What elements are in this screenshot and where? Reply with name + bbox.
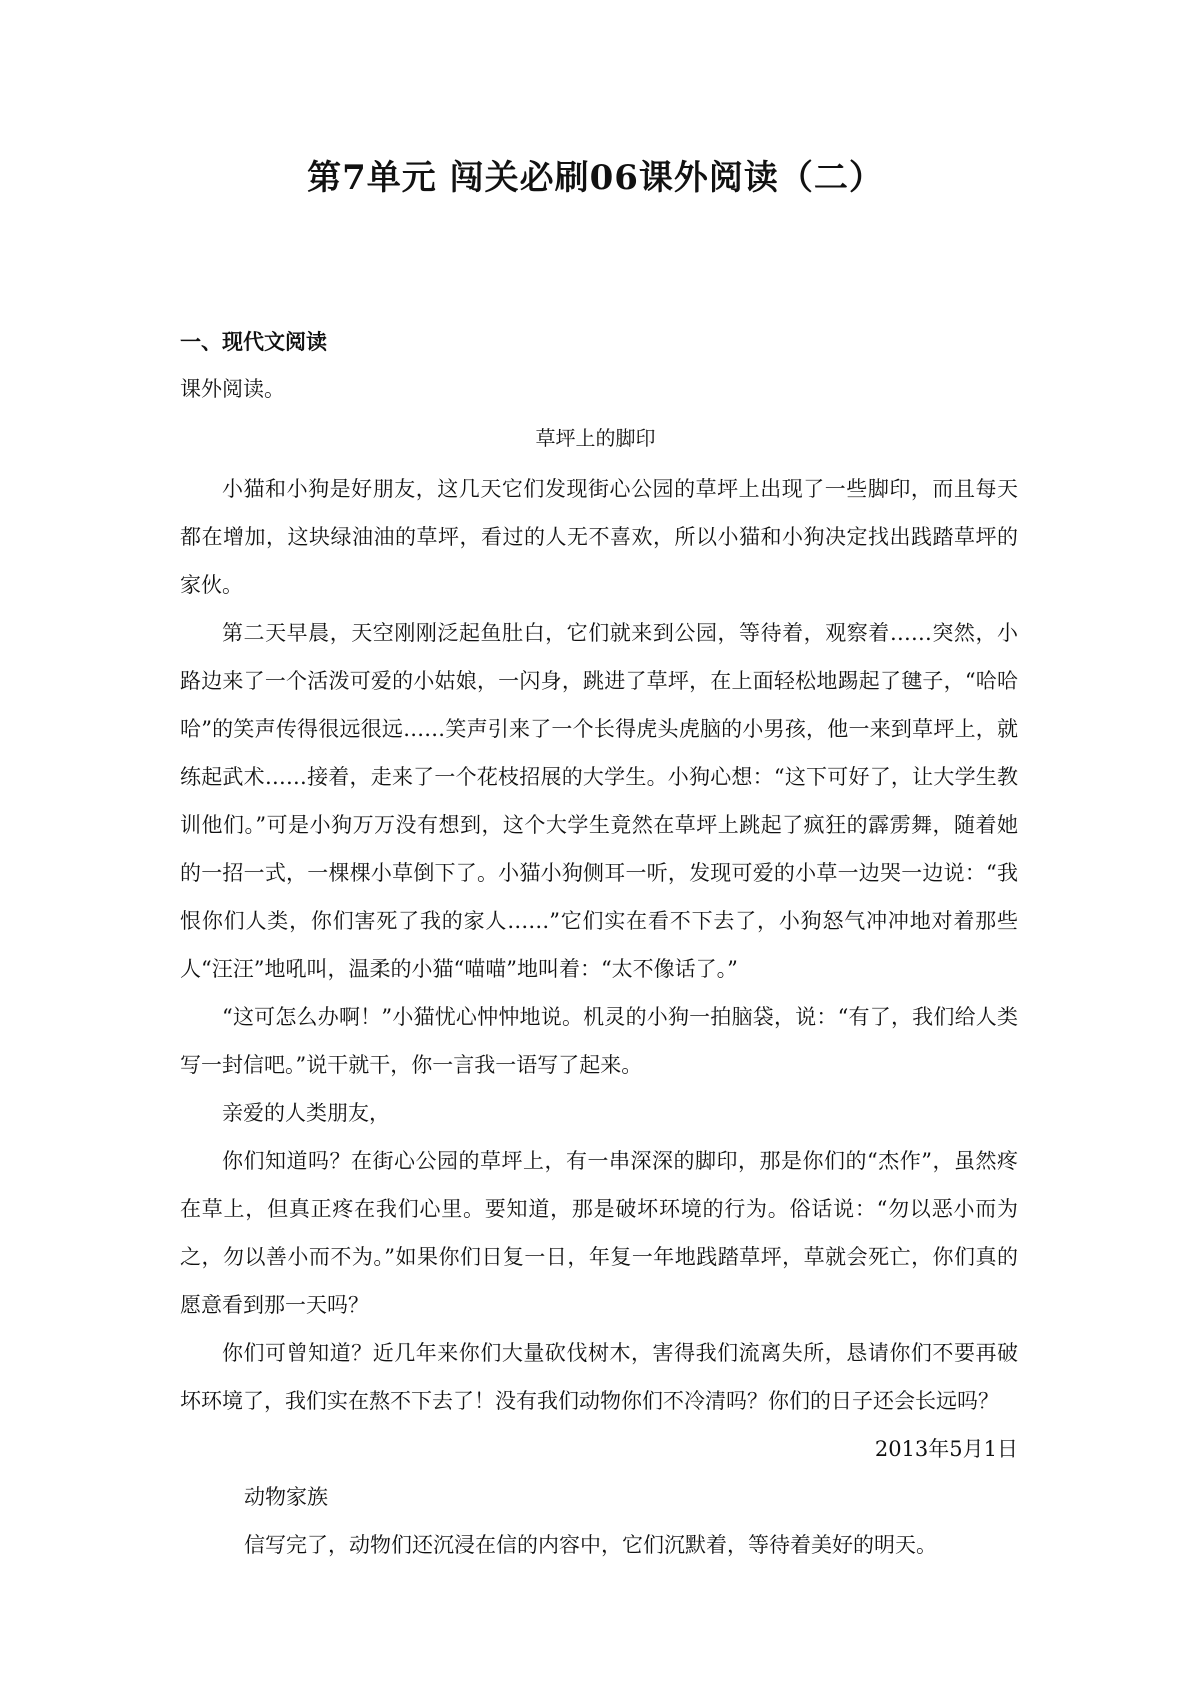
story-closing: 信写完了，动物们还沉浸在信的内容中，它们沉默着，等待着美好的明天。 [244, 1533, 937, 1557]
letter-date: 2013年5月1日 [874, 1437, 1018, 1461]
story-body [180, 465, 1018, 1569]
section-intro: 课外阅读。 [180, 377, 285, 401]
page-title: 第7单元 闯关必刷06课外阅读（二） [307, 158, 884, 198]
letter-signature: 动物家族 [244, 1485, 328, 1509]
story-paragraph: 小猫和小狗是好朋友，这几天它们发现街心公园的草坪上出现了一些脚印，而且每天都在增加，这块绿油油的草坪，看过的人无不喜欢，所以小猫和小狗决定找出践踏草坪的家伙。 [180, 477, 1018, 597]
story-paragraph: “这可怎么办啊！”小猫忧心忡忡地说。机灵的小狗一拍脑袋，说：“有了，我们给人类写一封信吧。”说干就干，你一言我一语写了起来。 [180, 1005, 1018, 1077]
letter-paragraph: 你们知道吗？在街心公园的草坪上，有一串深深的脚印，那是你们的“杰作”，虽然疼在草上，但真正疼在我们心里。要知道，那是破坏环境的行为。俗话说：“勿以恶小而为之，勿以善小而不为。”如果你们日复一日，年复一年地践踏草坪，草就会死亡，你们真的愿意看到那一天吗？ [180, 1149, 1018, 1317]
letter-greeting: 亲爱的人类朋友， [222, 1101, 390, 1125]
story-paragraph: 第二天早晨，天空刚刚泛起鱼肚白，它们就来到公园，等待着，观察着……突然，小路边来了一个活泼可爱的小姑娘，一闪身，跳进了草坪，在上面轻松地踢起了毽子，“哈哈哈”的笑声传得很远很远……笑声引来了一个长得虎头虎脑的小男孩，他一来到草坪上，就练起武术……接着，走来了一个花枝招展的大学生。小狗心想：“这下可好了，让大学生教训他们。”可是小狗万万没有想到，这个大学生竟然在草坪上跳起了疯狂的霹雳舞，随着她的一招一式，一棵棵小草倒下了。小猫小狗侧耳一听，发现可爱的小草一边哭一边说：“我恨你们人类，你们害死了我的家人……”它们实在看不下去了，小狗怒气冲冲地对着那些人“汪汪”地吼叫，温柔的小猫“喵喵”地叫着：“太不像话了。” [180, 621, 1018, 981]
story-title: 草坪上的脚印 [535, 426, 656, 450]
letter-paragraph: 你们可曾知道？近几年来你们大量砍伐树木，害得我们流离失所，恳请你们不要再破坏环境了，我们实在熬不下去了！没有我们动物你们不冷清吗？你们的日子还会长远吗？ [180, 1341, 1018, 1413]
section-heading: 一、现代文阅读 [180, 329, 327, 354]
